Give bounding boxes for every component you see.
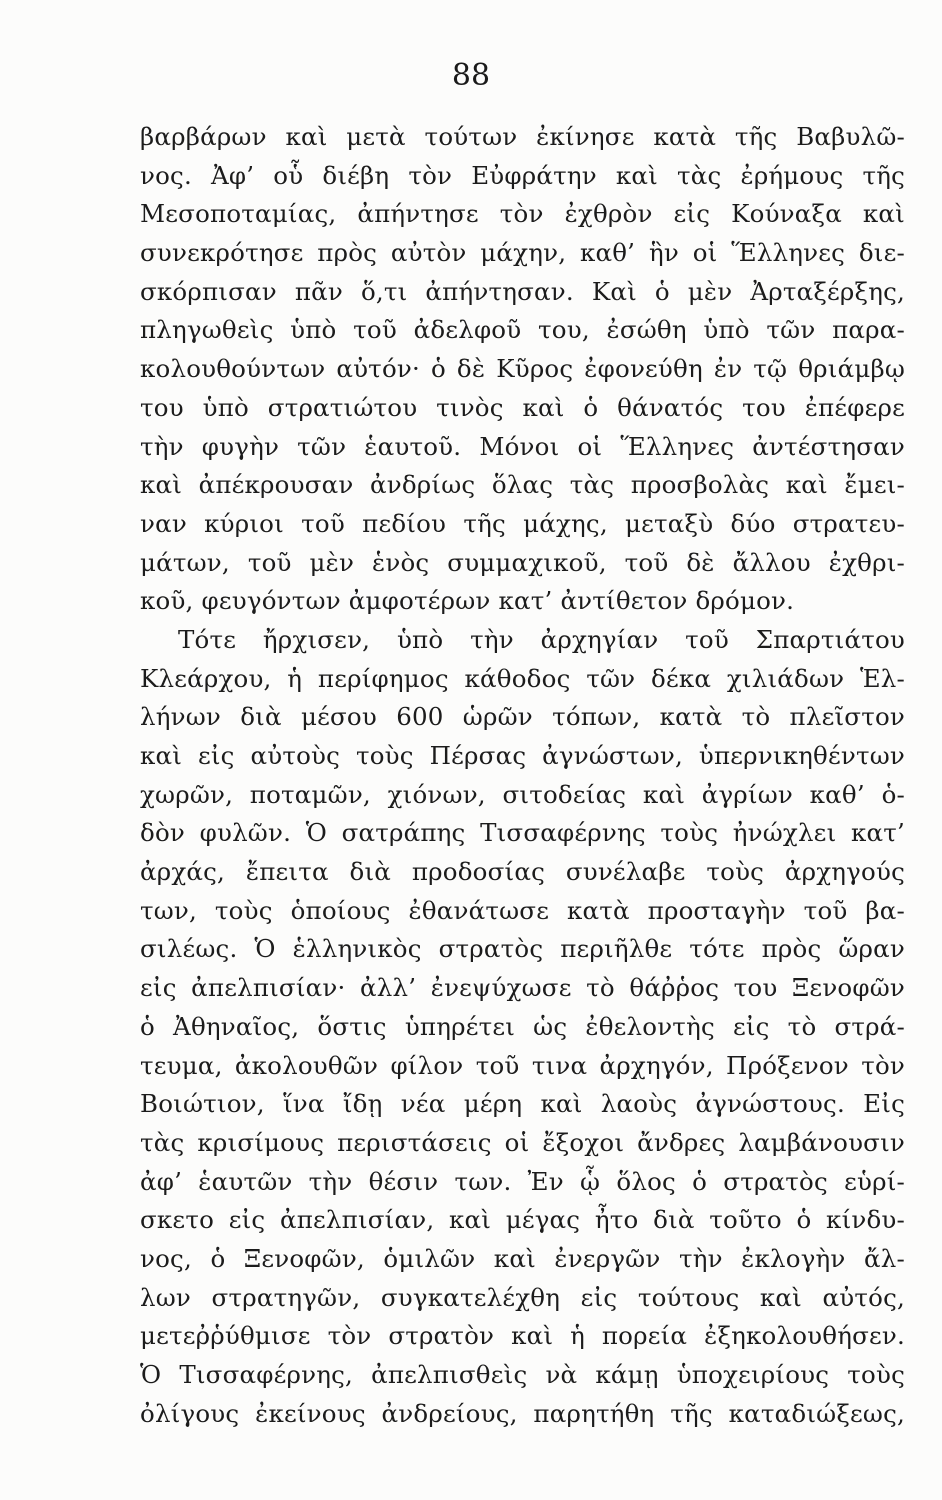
page-number: 88 bbox=[451, 58, 491, 93]
text-line: ναν κύριοι τοῦ πεδίου τῆς μάχης, μεταξὺ δύο στρατευ- bbox=[140, 508, 905, 538]
text-line: Ὁ Τισσαφέρνης, ἀπελπισθεὶς νὰ κάμῃ ὑποχειρίους τοὺς bbox=[140, 1360, 905, 1389]
text-line: ἀρχάς, ἔπειτα διὰ προδοσίας συνέλαβε τοὺς ἀρχηγούς bbox=[140, 857, 905, 887]
text-line: μετεῤῥύθμισε τὸν στρατὸν καὶ ἡ πορεία ἐξηκολουθήσεν. bbox=[140, 1321, 905, 1351]
text-line: τὴν φυγὴν τῶν ἑαυτοῦ. Μόνοι οἱ Ἕλληνες ἀντέστησαν bbox=[140, 431, 905, 461]
text-line: ἀφ’ ἑαυτῶν τὴν θέσιν των. Ἐν ᾧ ὅλος ὁ στρατὸς εὑρί- bbox=[140, 1166, 905, 1196]
text-line: των, τοὺς ὁποίους ἐθανάτωσε κατὰ προσταγὴν τοῦ βα- bbox=[140, 895, 905, 925]
text-line: χωρῶν, ποταμῶν, χιόνων, σιτοδείας καὶ ἀγρίων καθ’ ὁ- bbox=[140, 779, 905, 809]
text-line: καὶ ἀπέκρουσαν ἀνδρίως ὅλας τὰς προσβολὰς καὶ ἔμει- bbox=[140, 470, 905, 500]
text-line: τευμα, ἀκολουθῶν φίλον τοῦ τινα ἀρχηγόν, Πρόξενον τὸν bbox=[140, 1050, 905, 1080]
text-line: νος. Ἀφ’ οὗ διέβη τὸν Εὐφράτην καὶ τὰς ἐρήμους τῆς bbox=[140, 160, 905, 190]
text-line: λήνων διὰ μέσου 600 ὡρῶν τόπων, κατὰ τὸ πλεῖστον bbox=[140, 702, 905, 732]
text-line: ὁ Ἀθηναῖος, ὅστις ὑπηρέτει ὡς ἐθελοντὴς εἰς τὸ στρά- bbox=[140, 1011, 905, 1041]
text-line: λων στρατηγῶν, συγκατελέχθη εἰς τούτους καὶ αὐτός, bbox=[140, 1282, 905, 1312]
text-line: πληγωθεὶς ὑπὸ τοῦ ἀδελφοῦ του, ἐσώθη ὑπὸ τῶν παρα- bbox=[140, 315, 905, 345]
text-line: βαρβάρων καὶ μετὰ τούτων ἐκίνησε κατὰ τῆς Βαβυλῶ- bbox=[140, 122, 905, 151]
text-line: δὸν φυλῶν. Ὁ σατράπης Τισσαφέρνης τοὺς ἠνώχλει κατ’ bbox=[140, 818, 905, 848]
text-line: Βοιώτιον, ἵνα ἴδῃ νέα μέρη καὶ λαοὺς ἀγνώστους. Εἰς bbox=[140, 1089, 905, 1119]
text-line: Τότε ἤρχισεν, ὑπὸ τὴν ἀρχηγίαν τοῦ Σπαρτιάτου bbox=[178, 624, 905, 654]
body-text bbox=[140, 118, 905, 1433]
text-line: σιλέως. Ὁ ἑλληνικὸς στρατὸς περιῆλθε τότε πρὸς ὥραν bbox=[140, 934, 905, 964]
text-line: κοῦ, φευγόντων ἀμφοτέρων κατ’ ἀντίθετον δρόμον. bbox=[140, 586, 795, 616]
text-line: καὶ εἰς αὐτοὺς τοὺς Πέρσας ἀγνώστων, ὑπερνικηθέντων bbox=[140, 741, 905, 770]
text-line: σκετο εἰς ἀπελπισίαν, καὶ μέγας ἦτο διὰ τοῦτο ὁ κίνδυ- bbox=[140, 1205, 905, 1235]
text-line: μάτων, τοῦ μὲν ἑνὸς συμμαχικοῦ, τοῦ δὲ ἄλλου ἐχθρι- bbox=[140, 547, 905, 577]
text-line: σκόρπισαν πᾶν ὅ,τι ἀπήντησαν. Καὶ ὁ μὲν Ἀρταξέρξης, bbox=[140, 276, 905, 306]
text-line: νος, ὁ Ξενοφῶν, ὁμιλῶν καὶ ἐνεργῶν τὴν ἐκλογὴν ἄλ- bbox=[140, 1243, 905, 1273]
text-line: τὰς κρισίμους περιστάσεις οἱ ἔξοχοι ἄνδρες λαμβάνουσιν bbox=[140, 1127, 905, 1157]
text-line: Κλεάρχου, ἡ περίφημος κάθοδος τῶν δέκα χιλιάδων Ἑλ- bbox=[140, 663, 905, 693]
text-line: του ὑπὸ στρατιώτου τινὸς καὶ ὁ θάνατός του ἐπέφερε bbox=[140, 392, 905, 422]
text-line: κολουθούντων αὐτόν· ὁ δὲ Κῦρος ἐφονεύθη ἐν τῷ θριάμβῳ bbox=[140, 354, 905, 384]
text-line: ὀλίγους ἐκείνους ἀνδρείους, παρητήθη τῆς καταδιώξεως, bbox=[140, 1398, 905, 1428]
text-line: εἰς ἀπελπισίαν· ἀλλ’ ἐνεψύχωσε τὸ θάῤῥος του Ξενοφῶν bbox=[140, 973, 905, 1003]
text-line: Μεσοποταμίας, ἀπήντησε τὸν ἐχθρὸν εἰς Κούναξα καὶ bbox=[140, 199, 905, 229]
text-line: συνεκρότησε πρὸς αὐτὸν μάχην, καθ’ ἣν οἱ Ἕλληνες διε- bbox=[140, 238, 905, 268]
